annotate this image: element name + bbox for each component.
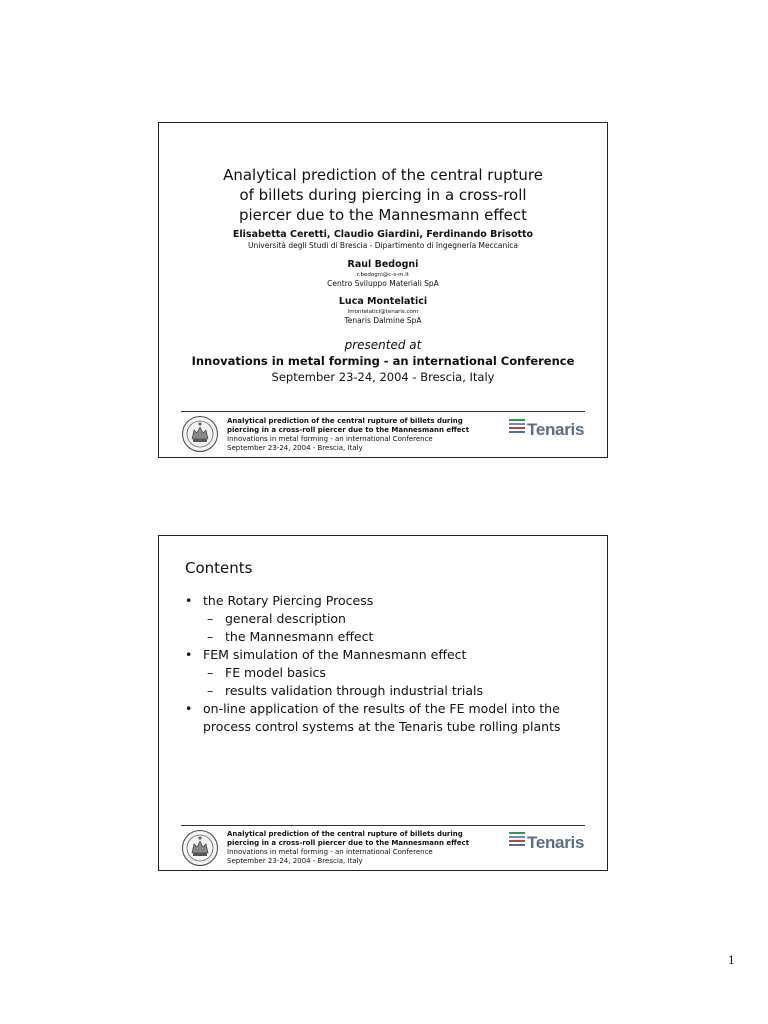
footer-text <box>227 417 507 453</box>
author2-block <box>159 259 607 289</box>
footer-line-1: Analytical prediction of the central rupture of billets during <box>227 830 463 838</box>
logo-wordmark: Tenaris <box>527 833 585 852</box>
footer-line-3: Innovations in metal forming - an international Conference <box>227 435 433 443</box>
sub-list-item: – FE model basics <box>185 664 595 682</box>
authors-affiliation: Università degli Studi di Brescia - Dipartimento di Ingegneria Meccanica <box>247 241 519 250</box>
author2-name: Raul Bedogni <box>347 259 419 270</box>
conference-name: Innovations in metal forming - an international Conference <box>191 354 575 368</box>
title-line-2: of billets during piercing in a cross-roll <box>239 186 527 204</box>
logo-stripe <box>509 832 525 834</box>
footer-text <box>227 830 507 866</box>
logo-stripes-icon <box>509 419 525 435</box>
footer-divider <box>181 825 585 826</box>
logo-stripe <box>509 840 525 842</box>
footer-line-4: September 23-24, 2004 - Brescia, Italy <box>227 444 363 452</box>
conference-block <box>159 337 607 385</box>
list-item: • FEM simulation of the Mannesmann effect <box>185 646 595 664</box>
footer-line-2: piercing in a cross-roll piercer due to the Mannesmann effect <box>227 426 470 434</box>
author2-email: r.bedogni@c-s-m.it <box>357 272 409 278</box>
university-seal-icon <box>181 415 219 453</box>
footer-line-1: Analytical prediction of the central rupture of billets during <box>227 417 463 425</box>
logo-stripe <box>509 844 525 846</box>
logo-stripe <box>509 836 525 838</box>
author3-block <box>159 296 607 326</box>
title-line-1: Analytical prediction of the central rupture <box>223 166 543 184</box>
authors-names: Elisabetta Ceretti, Claudio Giardini, Ferdinando Brisotto <box>232 229 534 240</box>
logo-stripes-icon <box>509 832 525 848</box>
slide-title: Contents <box>185 559 253 577</box>
logo-wordmark: Tenaris <box>527 420 585 439</box>
sub-list-item: – results validation through industrial trials <box>185 682 595 700</box>
slide-title <box>159 165 607 225</box>
page-number: 1 <box>728 952 735 967</box>
footer-line-4: September 23-24, 2004 - Brescia, Italy <box>227 857 363 865</box>
logo-stripe <box>509 431 525 433</box>
list-item: • on-line application of the results of the FE model into the process control systems at the Tenaris tube rolling plants <box>185 700 595 736</box>
contents-slide <box>158 535 608 871</box>
tenaris-logo <box>509 418 593 442</box>
footer-line-2: piercing in a cross-roll piercer due to the Mannesmann effect <box>227 839 470 847</box>
logo-stripe <box>509 427 525 429</box>
university-seal-icon <box>181 829 219 867</box>
author3-email: lmontelatici@tenaris.com <box>347 309 419 315</box>
footer-divider <box>181 411 585 412</box>
title-slide <box>158 122 608 458</box>
authors-block <box>159 229 607 251</box>
contents-list <box>185 592 595 736</box>
conference-dates: September 23-24, 2004 - Brescia, Italy <box>271 370 495 384</box>
tenaris-logo <box>509 831 593 855</box>
author3-affiliation: Tenaris Dalmine SpA <box>344 316 422 325</box>
presented-at: presented at <box>344 338 422 352</box>
author3-name: Luca Montelatici <box>338 296 428 307</box>
logo-stripe <box>509 423 525 425</box>
list-item: • the Rotary Piercing Process <box>185 592 595 610</box>
footer-line-3: Innovations in metal forming - an international Conference <box>227 848 433 856</box>
sub-list-item: – general description <box>185 610 595 628</box>
author2-affiliation: Centro Sviluppo Materiali SpA <box>327 279 439 288</box>
sub-list-item: – the Mannesmann effect <box>185 628 595 646</box>
title-line-3: piercer due to the Mannesmann effect <box>238 206 528 224</box>
logo-stripe <box>509 419 525 421</box>
